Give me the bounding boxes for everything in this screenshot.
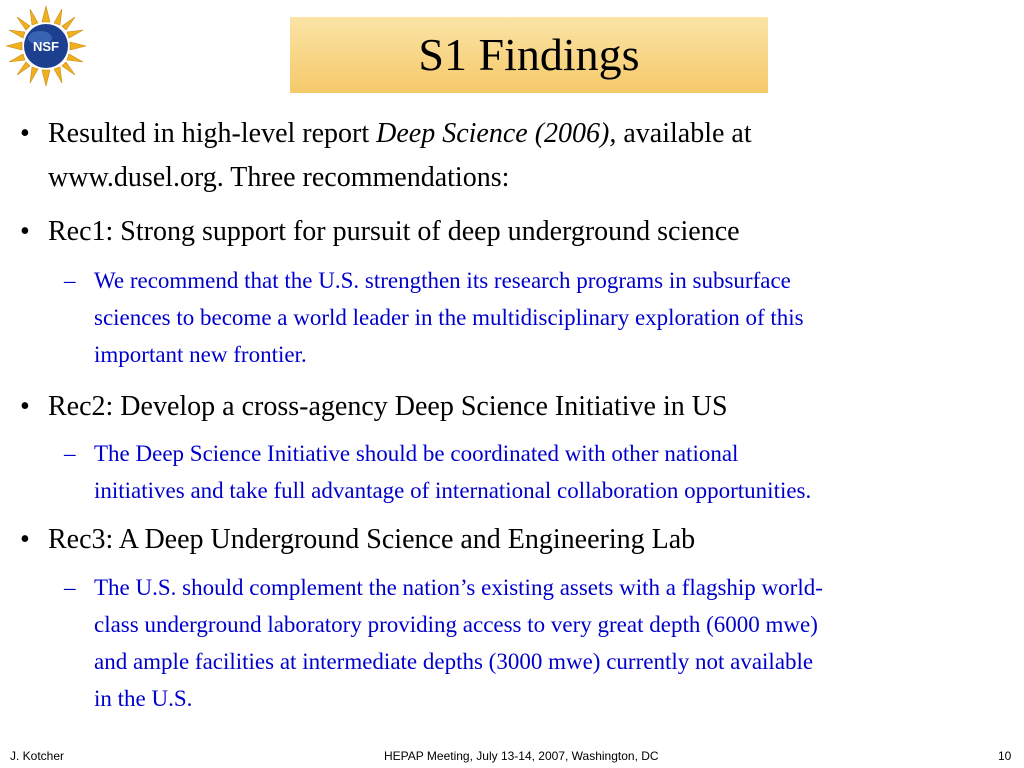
sub-bullet-text — [94, 262, 1004, 373]
sub-bullet-marker: – — [64, 268, 76, 293]
sub-bullet-marker: – — [64, 575, 76, 600]
bullet-text — [48, 112, 998, 200]
bullet-text-pre: Resulted in high-level report — [48, 118, 377, 149]
bullet-text-line2: www.dusel.org. Three recommendations: — [48, 162, 510, 193]
bullet-marker: • — [20, 391, 30, 422]
slide-number: 10 — [998, 749, 1012, 763]
sub-bullet-marker: – — [64, 441, 76, 466]
slide-title: S1 Findings — [418, 29, 640, 80]
bullet-marker: • — [20, 118, 30, 149]
sub-bullet-line: important new frontier. — [94, 342, 307, 367]
footer-event: HEPAP Meeting, July 13-14, 2007, Washington, DC — [384, 749, 659, 763]
bullet-marker: • — [20, 216, 30, 247]
sub-bullet-line: The U.S. should complement the nation’s existing assets with a flagship world- — [94, 575, 823, 600]
title-banner — [290, 17, 768, 93]
sub-bullet-line: sciences to become a world leader in the multidisciplinary exploration of this — [94, 305, 804, 330]
sub-bullet-line: We recommend that the U.S. strengthen its research programs in subsurface — [94, 268, 791, 293]
sub-bullet-line: in the U.S. — [94, 686, 193, 711]
bullet-marker: • — [20, 524, 30, 555]
bullet-text: Rec2: Develop a cross-agency Deep Science Initiative in US — [48, 391, 728, 422]
bullet-text: Rec1: Strong support for pursuit of deep underground science — [48, 216, 740, 247]
sub-bullet-line: initiatives and take full advantage of international collaboration opportunities. — [94, 478, 812, 503]
sub-bullet-text — [94, 435, 1004, 509]
nsf-logo-text: NSF — [33, 39, 59, 54]
footer-author: J. Kotcher — [10, 749, 65, 763]
sub-bullet-text — [94, 569, 1004, 717]
report-title: Deep Science (2006), — [376, 118, 617, 149]
bullet-text-post: available at — [616, 118, 752, 149]
nsf-logo-icon — [4, 4, 88, 88]
bullet-text: Rec3: A Deep Underground Science and Engineering Lab — [48, 524, 696, 555]
sub-bullet-line: class underground laboratory providing access to very great depth (6000 mwe) — [94, 612, 818, 637]
sub-bullet-line: The Deep Science Initiative should be coordinated with other national — [94, 441, 739, 466]
sub-bullet-line: and ample facilities at intermediate depths (3000 mwe) currently not available — [94, 649, 814, 674]
